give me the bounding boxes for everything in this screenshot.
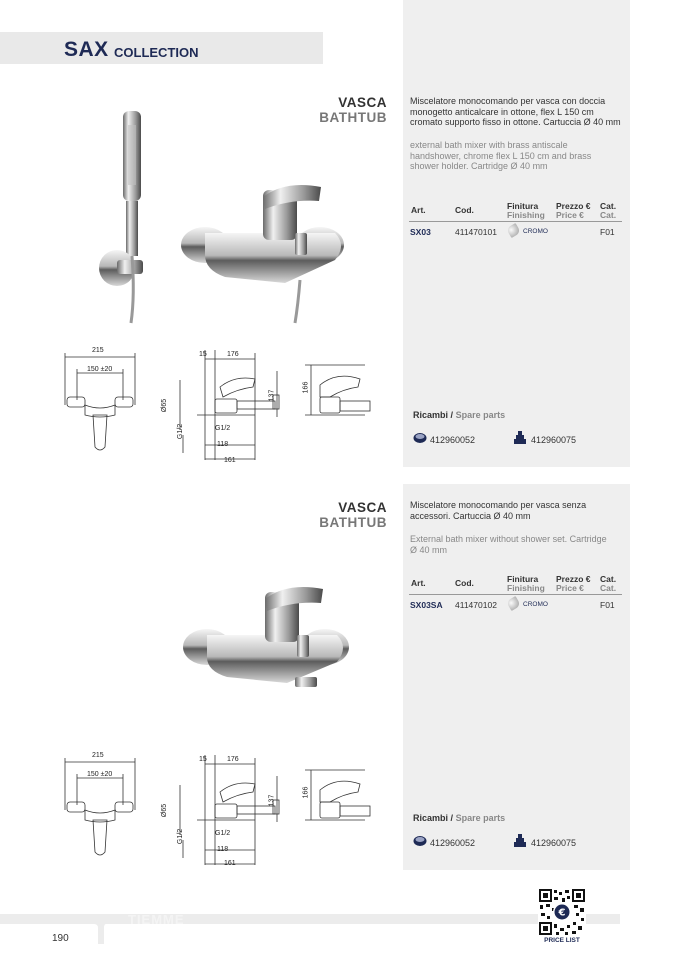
product-title-it: VASCA [338, 500, 387, 515]
spare-parts-title [413, 813, 505, 823]
table-header-price-it: Prezzo € [556, 201, 591, 211]
dim-15: 15 [199, 756, 207, 763]
dim-g12-vertical: G1/2 [177, 423, 185, 440]
table-header-cat-it: Cat. [600, 574, 617, 584]
dim-161: 161 [224, 860, 236, 867]
table-header-finish-en: Finishing [507, 583, 545, 593]
product-description-en: External bath mixer without shower set. Cartridge Ø 40 mm [410, 534, 607, 555]
product-title-en: BATHTUB [319, 515, 387, 530]
product-art-code: SX03 [410, 227, 431, 237]
footer-brand: TIEMME [128, 912, 185, 927]
spare-parts-title [413, 410, 505, 420]
table-header-cat-en: Cat. [600, 583, 617, 593]
table-header-finish-en: Finishing [507, 210, 545, 220]
dim-g12: G1/2 [215, 830, 231, 837]
product-finish: CROMO [523, 228, 548, 235]
spare-parts-sep: / [450, 813, 454, 823]
table-header-price-en: Price € [556, 583, 584, 593]
dim-g12: G1/2 [215, 425, 231, 432]
dim-65: Ø65 [161, 803, 169, 818]
price-list-label: PRICE LIST [544, 937, 580, 944]
table-header-price-en: Price € [556, 210, 584, 220]
product-image-bath-mixer [175, 575, 360, 695]
svg-text:€: € [558, 907, 566, 919]
dim-166: 166 [302, 786, 310, 799]
spare-part-code-2: 412960075 [531, 838, 577, 848]
product-description-it: Miscelatore monocomando per vasca con doccia monogetto anticalcare in ottone, flex L 150 cm cromato supporto fisso in ottone. Cartuccia Ø 40 mm [410, 96, 621, 127]
qr-code-icon[interactable] [538, 888, 586, 936]
product-title-en: BATHTUB [319, 110, 387, 125]
table-header-finish-it: Finitura [507, 574, 539, 584]
dim-g12-vertical: G1/2 [177, 828, 185, 845]
spare-parts-title-en: Spare parts [455, 813, 506, 823]
spare-part-code-1: 412960052 [430, 435, 476, 445]
table-header-finish-it: Finitura [507, 201, 539, 211]
spare-parts-title-en: Spare parts [455, 410, 506, 420]
product-cat: F01 [600, 227, 615, 237]
spare-part-code-2: 412960075 [531, 435, 577, 445]
dim-65: Ø65 [161, 398, 169, 413]
technical-drawing-1 [55, 345, 395, 470]
product-description-en: external bath mixer with brass antiscale handshower, chrome flex L 150 cm and brass shower holder. Cartridge Ø 40 mm [410, 140, 592, 171]
collection-brand: SAX [64, 38, 109, 61]
collection-label: COLLECTION [114, 45, 199, 60]
table-header-art: Art. [411, 578, 426, 588]
page-number: 190 [52, 933, 69, 944]
product-description-it: Miscelatore monocomando per vasca senza accessori. Cartuccia Ø 40 mm [410, 500, 587, 521]
dim-width: 215 [92, 752, 104, 759]
dim-118: 118 [217, 846, 229, 853]
dim-centers: 150 ±20 [87, 771, 113, 778]
spare-parts-sep: / [450, 410, 454, 420]
diverter-icon [513, 834, 527, 848]
dim-137: 137 [268, 794, 276, 807]
table-header-cat-en: Cat. [600, 210, 617, 220]
dim-176: 176 [227, 351, 239, 358]
product-image-bath-mixer-with-shower [95, 105, 355, 330]
dim-176: 176 [227, 756, 239, 763]
technical-drawing-2 [55, 750, 395, 875]
product-cod: 411470102 [455, 600, 497, 610]
table-header-cat-it: Cat. [600, 201, 617, 211]
product-cat: F01 [600, 600, 615, 610]
dim-centers: 150 ±20 [87, 366, 113, 373]
table-header-cod: Cod. [455, 578, 474, 588]
product-finish: CROMO [523, 601, 548, 608]
diverter-icon [513, 431, 527, 445]
dim-161: 161 [224, 457, 236, 464]
table-header-price-it: Prezzo € [556, 574, 591, 584]
spare-part-code-1: 412960052 [430, 838, 476, 848]
dim-15: 15 [199, 351, 207, 358]
cartridge-icon [413, 432, 427, 444]
dim-166: 166 [302, 381, 310, 394]
product-art-code: SX03SA [410, 600, 443, 610]
table-divider [409, 221, 622, 222]
dim-width: 215 [92, 347, 104, 354]
table-header-art: Art. [411, 205, 426, 215]
cartridge-icon [413, 835, 427, 847]
product-title-it: VASCA [338, 95, 387, 110]
dim-137: 137 [268, 389, 276, 402]
spare-parts-title-it: Ricambi [413, 813, 449, 823]
dim-118: 118 [217, 441, 229, 448]
brand-mark-icon [84, 914, 124, 944]
table-divider [409, 594, 622, 595]
product-cod: 411470101 [455, 227, 497, 237]
spare-parts-title-it: Ricambi [413, 410, 449, 420]
table-header-cod: Cod. [455, 205, 474, 215]
